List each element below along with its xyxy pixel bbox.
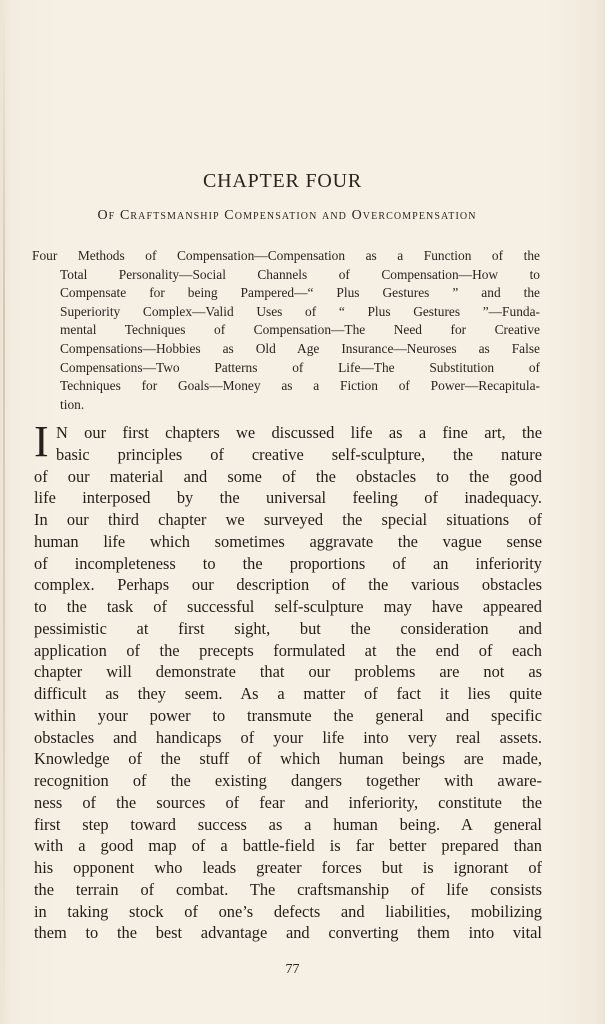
body-line: of our material and some of the obstacles to the good: [34, 466, 542, 486]
chapter-synopsis: [32, 247, 540, 414]
drop-cap: I: [34, 417, 49, 466]
chapter-title: CHAPTER FOUR: [202, 170, 363, 192]
body-line: the terrain of combat. The craftsmanship of life consists: [34, 879, 542, 899]
body-line: to the task of successful self-sculpture may have appeared: [34, 597, 542, 616]
body-line: difficult as they seem. As a matter of fact it lies quite: [34, 684, 542, 703]
body-line: life interposed by the universal feeling of inadequacy.: [34, 488, 542, 508]
body-line: chapter will demonstrate that our problems are not as: [34, 662, 542, 682]
body-line: first step toward success as a human being. A general: [34, 814, 542, 834]
body-line: In our third chapter we surveyed the special situations of: [34, 510, 542, 529]
body-line: application of the precepts formulated at the end of each: [34, 640, 542, 660]
body-line: of incompleteness to the proportions of an inferiority: [34, 553, 542, 573]
body-line: recognition of the existing dangers together with aware-: [34, 771, 542, 790]
synopsis-line: Compensations—Two Patterns of Life—The Substitution of: [60, 359, 540, 375]
synopsis-line: Techniques for Goals—Money as a Fiction of Power—Recapitula-: [60, 378, 540, 394]
synopsis-line: tion.: [60, 396, 85, 412]
body-line: them to the best advantage and converting them into vital: [34, 923, 542, 943]
body-line: within your power to transmute the general and specific: [34, 705, 542, 725]
body-line: Knowledge of the stuff of which human beings are made,: [34, 749, 542, 769]
body-line: complex. Perhaps our description of the various obstacles: [34, 575, 542, 595]
body-line: human life which sometimes aggravate the vague sense: [34, 531, 542, 551]
body-line: with a good map of a battle-field is far better prepared than: [34, 836, 542, 856]
synopsis-line: Compensate for being Pampered—“ Plus Gestures ” and the: [60, 285, 540, 301]
body-line: ness of the sources of fear and inferiority, constitute the: [34, 792, 542, 812]
body-paragraph: [34, 417, 542, 944]
chapter-subtitle: Of Craftsmanship Compensation and Overcompensation: [97, 208, 477, 223]
body-line: his opponent who leads greater forces but is ignorant of: [34, 858, 542, 877]
body-line: obstacles and handicaps of your life into very real assets.: [34, 727, 542, 747]
synopsis-line: Superiority Complex—Valid Uses of “ Plus Gestures ”—Funda-: [60, 303, 540, 319]
page-gutter-shadow: [3, 0, 5, 1024]
synopsis-line: Four Methods of Compensation—Compensation as a Function of the: [32, 248, 540, 263]
synopsis-line: mental Techniques of Compensation—The Need for Creative: [60, 322, 540, 338]
body-line: N our first chapters we discussed life as a fine art, the: [56, 423, 542, 442]
body-line: pessimistic at first sight, but the consideration and: [34, 618, 542, 638]
synopsis-line: Compensations—Hobbies as Old Age Insurance—Neuroses as False: [60, 340, 540, 356]
synopsis-line: Total Personality—Social Channels of Compensation—How to: [60, 266, 540, 282]
body-line: basic principles of creative self-sculpture, the nature: [56, 444, 542, 464]
page-number: 77: [285, 962, 300, 977]
body-line: in taking stock of one’s defects and liabilities, mobilizing: [34, 901, 542, 921]
